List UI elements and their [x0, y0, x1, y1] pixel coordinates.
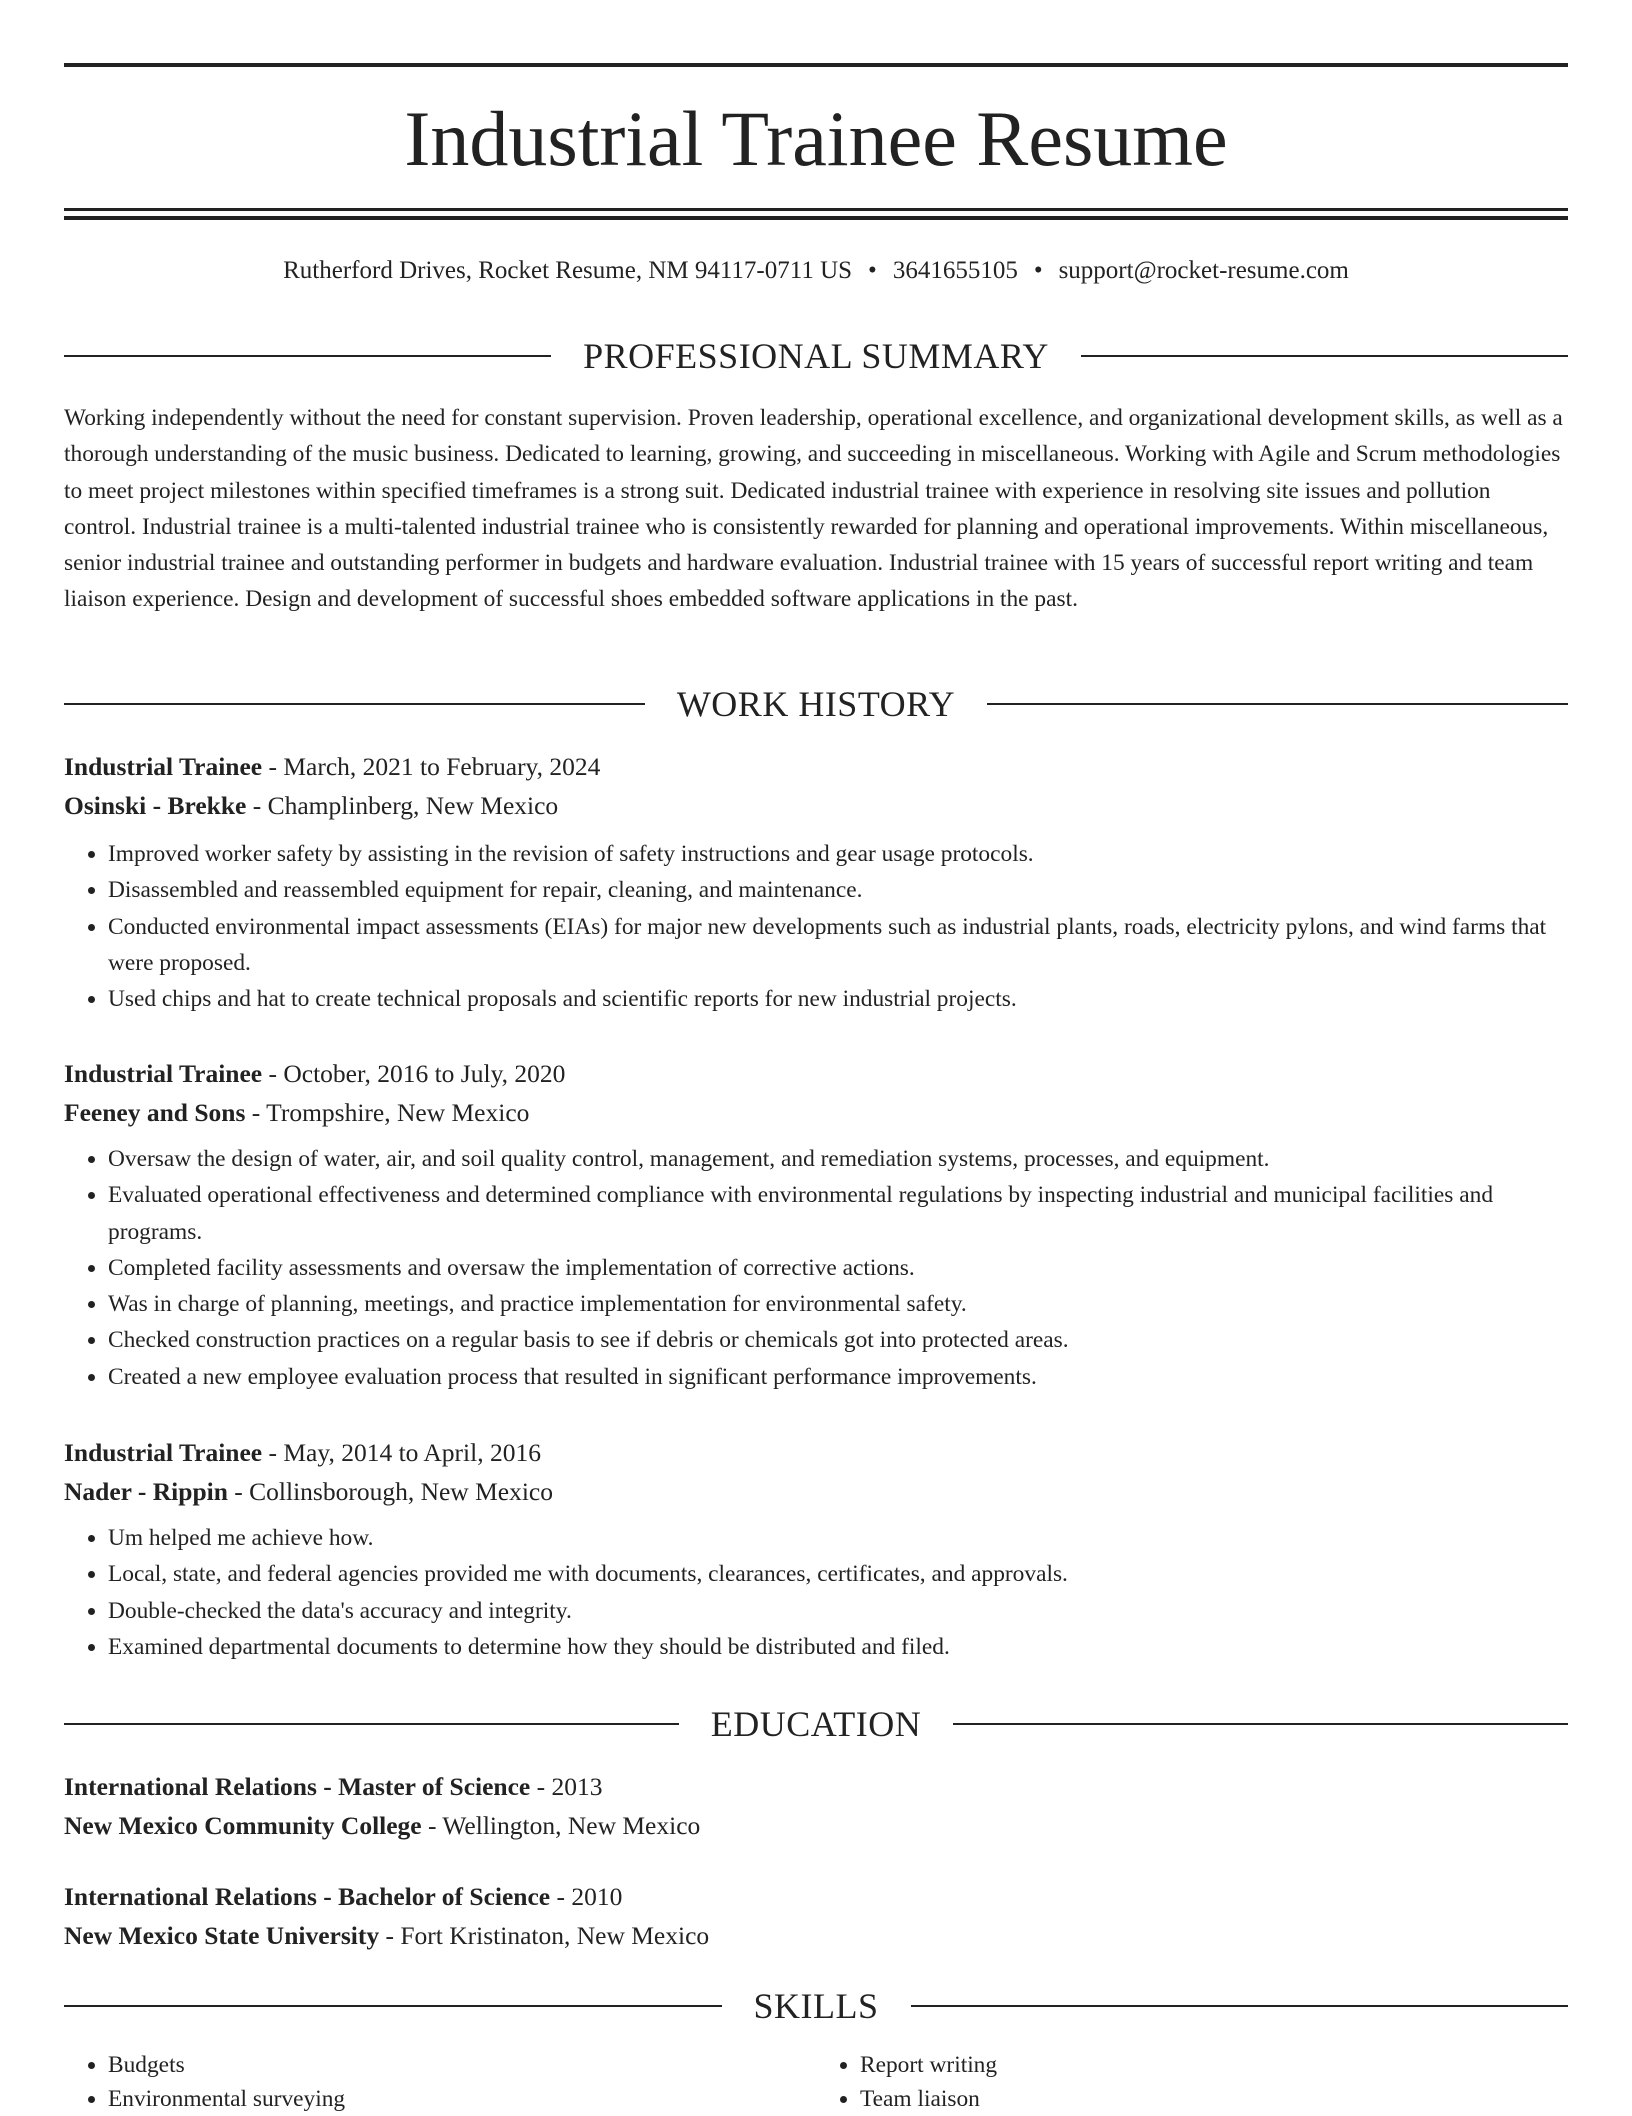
- job-dates: - October, 2016 to July, 2020: [262, 1059, 566, 1088]
- list-item: • Evaluated operational effectiveness and determined compliance with environmental regulations by inspecting industrial and municipal facilities and programs.: [108, 1177, 1568, 1250]
- contact-email: support@rocket-resume.com: [1058, 257, 1349, 284]
- job-company: Nader - Rippin: [64, 1476, 228, 1506]
- section-title: PROFESSIONAL SUMMARY: [583, 336, 1049, 376]
- list-item: • Examined departmental documents to determine how they should be distributed and filed.: [108, 1629, 1568, 1665]
- skills-list-left: [64, 2048, 816, 2116]
- section-title: EDUCATION: [710, 1704, 922, 1744]
- job-location: - Champlinberg, New Mexico: [246, 790, 559, 820]
- list-item: • Checked construction practices on a regular basis to see if debris or chemicals got into protected areas.: [108, 1322, 1568, 1358]
- skill-item: • Environmental surveying: [108, 2082, 816, 2116]
- list-item: • Completed facility assessments and oversaw the implementation of corrective actions.: [108, 1250, 1568, 1286]
- job-entry: [64, 748, 1568, 1017]
- education-location: - Wellington, New Mexico: [421, 1810, 701, 1840]
- summary-text: Working independently without the need for constant supervision. Proven leadership, operational excellence, and organizational development skills, as well as a thorough understanding of the music business. Dedicated to learning, growing, and succeeding in miscellaneous. Working with Agile and Scrum methodologies to meet project milestones within specified timeframes is a strong suit. Dedicated industrial trainee with experience in resolving site issues and pollution control. Industrial trainee is a multi-talented industrial trainee who is consistently rewarded for planning and operational improvements. Within miscellaneous, senior industrial trainee and outstanding performer in budgets and hardware evaluation. Industrial trainee with 15 years of successful report writing and team liaison experience. Design and development of successful shoes embedded software applications in the past.: [64, 405, 1563, 613]
- list-item: • Disassembled and reassembled equipment for repair, cleaning, and maintenance.: [108, 872, 1568, 908]
- list-item: • Double-checked the data's accuracy and integrity.: [108, 1593, 1568, 1629]
- heading-rule: [64, 703, 645, 705]
- section-title: SKILLS: [753, 1986, 879, 2026]
- job-title: Industrial Trainee: [64, 752, 263, 781]
- list-item: • Improved worker safety by assisting in the revision of safety instructions and gear usage protocols.: [108, 836, 1568, 872]
- job-title-line: [64, 1055, 1568, 1094]
- job-bullets: [64, 1520, 1568, 1665]
- top-rule: [64, 63, 1568, 67]
- education-school: New Mexico Community College: [64, 1810, 422, 1840]
- section-heading-education: [64, 1702, 1568, 1746]
- heading-rule: [911, 2005, 1569, 2007]
- heading-rule: [953, 1723, 1568, 1725]
- skill-item: • Report writing: [860, 2048, 1568, 2082]
- title-rule-lower: [64, 216, 1568, 220]
- list-item: • Um helped me achieve how.: [108, 1520, 1568, 1556]
- skills-list-right: [816, 2048, 1568, 2116]
- job-company-line: [64, 1473, 1568, 1512]
- job-title: Industrial Trainee: [64, 1059, 263, 1088]
- skill-item: • Budgets: [108, 2048, 816, 2082]
- heading-rule: [987, 703, 1568, 705]
- heading-rule: [64, 1723, 679, 1725]
- heading-rule: [64, 2005, 722, 2007]
- contact-address: Rutherford Drives, Rocket Resume, NM 94117-0711 US: [283, 257, 853, 284]
- job-company-line: [64, 787, 1568, 826]
- list-item: • Created a new employee evaluation process that resulted in significant performance improvements.: [108, 1359, 1568, 1395]
- job-company-line: [64, 1094, 1568, 1133]
- list-item: • Used chips and hat to create technical proposals and scientific reports for new industrial projects.: [108, 981, 1568, 1017]
- contact-phone: 3641655105: [892, 257, 1018, 284]
- education-year: - 2010: [550, 1882, 623, 1911]
- heading-rule: [1081, 355, 1568, 357]
- section-heading-skills: [64, 1984, 1568, 2028]
- section-heading-work: [64, 682, 1568, 726]
- job-company: Osinski - Brekke: [64, 790, 247, 820]
- job-company: Feeney and Sons: [64, 1097, 246, 1127]
- section-heading-summary: [64, 334, 1568, 378]
- job-title-line: [64, 748, 1568, 787]
- title-rule-upper: [64, 208, 1568, 211]
- job-bullets: [64, 1141, 1568, 1395]
- list-item: • Local, state, and federal agencies provided me with documents, clearances, certificates, and approvals.: [108, 1556, 1568, 1592]
- education-school-line: [64, 1917, 1568, 1956]
- education-entry: [64, 1878, 1568, 1955]
- education-degree-line: [64, 1878, 1568, 1917]
- list-item: • Was in charge of planning, meetings, and practice implementation for environmental safety.: [108, 1286, 1568, 1322]
- contact-separator: •: [868, 257, 877, 284]
- list-item: • Oversaw the design of water, air, and soil quality control, management, and remediation systems, processes, and equipment.: [108, 1141, 1568, 1177]
- list-item: • Conducted environmental impact assessments (EIAs) for major new developments such as industrial plants, roads, electricity pylons, and wind farms that were proposed.: [108, 909, 1568, 982]
- resume-title: Industrial Trainee Resume: [404, 95, 1228, 182]
- skills-columns: [64, 2048, 1568, 2116]
- education-entry: [64, 1768, 1568, 1845]
- education-year: - 2013: [530, 1772, 603, 1801]
- education-degree: International Relations - Bachelor of Science: [64, 1882, 551, 1911]
- job-entry: [64, 1434, 1568, 1665]
- education-school-line: [64, 1807, 1568, 1846]
- education-degree-line: [64, 1768, 1568, 1807]
- job-dates: - May, 2014 to April, 2016: [262, 1438, 541, 1467]
- job-title: Industrial Trainee: [64, 1438, 263, 1467]
- job-location: - Collinsborough, New Mexico: [227, 1476, 553, 1506]
- education-school: New Mexico State University: [64, 1920, 380, 1950]
- heading-rule: [64, 355, 551, 357]
- contact-line: [64, 254, 1568, 288]
- contact-separator: •: [1033, 257, 1043, 284]
- job-bullets: [64, 836, 1568, 1017]
- job-title-line: [64, 1434, 1568, 1473]
- job-entry: [64, 1055, 1568, 1395]
- section-title: WORK HISTORY: [676, 684, 956, 724]
- education-degree: International Relations - Master of Science: [64, 1772, 531, 1801]
- skill-item: • Team liaison: [860, 2082, 1568, 2116]
- job-dates: - March, 2021 to February, 2024: [262, 752, 601, 781]
- job-location: - Trompshire, New Mexico: [245, 1097, 530, 1127]
- education-location: - Fort Kristinaton, New Mexico: [379, 1920, 710, 1950]
